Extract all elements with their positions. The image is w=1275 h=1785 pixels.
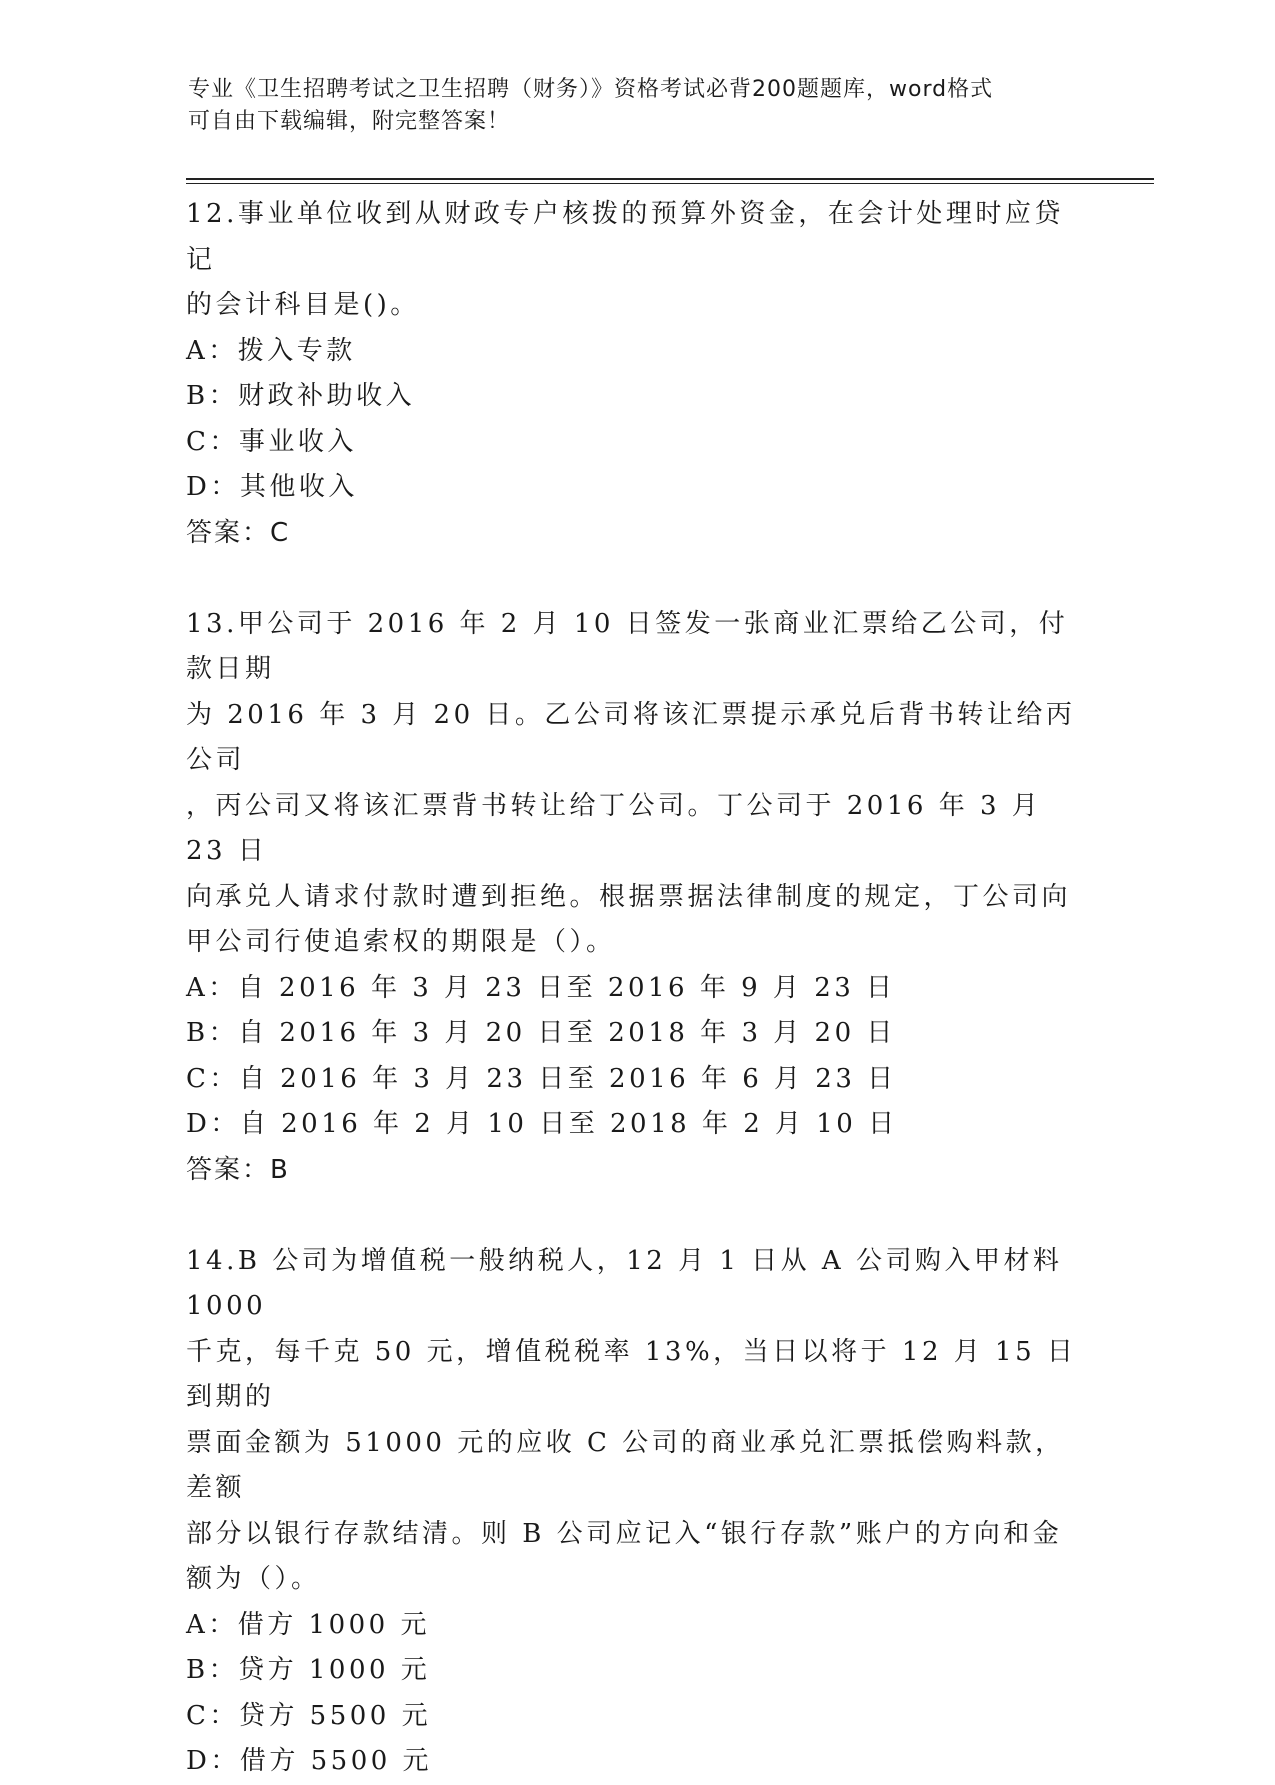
option-b: B：贷方 1000 元 (186, 1655, 431, 1685)
option-a: A：拨入专款 (186, 335, 356, 366)
answer-label: 答案：C (186, 517, 291, 548)
question-text-line: ，丙公司又将该汇票背书转让给丁公司。丁公司于 2016 年 3 月 23 日 (186, 790, 1042, 866)
question-text-line: 向承兑人请求付款时遭到拒绝。根据票据法律制度的规定，丁公司向 (186, 881, 1072, 912)
option-c: C：自 2016 年 3 月 23 日至 2016 年 6 月 23 日 (186, 1063, 897, 1094)
option-b: B：财政补助收入 (186, 381, 416, 411)
answer-label: 答案：B (186, 1154, 290, 1185)
question-text-line: 12.事业单位收到从财政专户核拨的预算外资金，在会计处理时应贷记 (186, 199, 1064, 275)
header-divider-thin (186, 183, 1154, 184)
header-divider-thick (186, 178, 1154, 180)
option-d: D：自 2016 年 2 月 10 日至 2018 年 2 月 10 日 (186, 1109, 898, 1139)
question-spacer (186, 556, 1086, 602)
question-text-line: 13.甲公司于 2016 年 2 月 10 日签发一张商业汇票给乙公司，付款日期 (186, 608, 1069, 684)
question-text-line: 票面金额为 51000 元的应收 C 公司的商业承兑汇票抵偿购料款，差额 (186, 1427, 1065, 1503)
question-text-line: 14.B 公司为增值税一般纳税人，12 月 1 日从 A 公司购入甲材料 1000 (186, 1245, 1063, 1321)
question-text-line: 千克，每千克 50 元，增值税税率 13%，当日以将于 12 月 15 日到期的 (186, 1336, 1077, 1412)
document-header (188, 74, 1068, 138)
option-a: A：自 2016 年 3 月 23 日至 2016 年 9 月 23 日 (186, 972, 896, 1003)
question-spacer (186, 1193, 1086, 1239)
option-d: D：其他收入 (186, 472, 358, 502)
question-text-line: 部分以银行存款结清。则 B 公司应记入“银行存款”账户的方向和金 (186, 1518, 1063, 1549)
header-line-1: 专业《卫生招聘考试之卫生招聘（财务）》资格考试必背200题题库，word格式 (188, 77, 994, 102)
header-line-2: 可自由下载编辑，附完整答案！ (188, 109, 511, 134)
option-c: C：贷方 5500 元 (186, 1700, 432, 1731)
question-text-line: 额为（）。 (186, 1564, 321, 1594)
option-d: D：借方 5500 元 (186, 1746, 433, 1776)
option-c: C：事业收入 (186, 426, 357, 457)
option-b: B：自 2016 年 3 月 20 日至 2018 年 3 月 20 日 (186, 1018, 896, 1048)
question-text-line: 甲公司行使追索权的期限是（）。 (186, 927, 616, 957)
question-14 (186, 1239, 1086, 1785)
option-a: A：借方 1000 元 (186, 1609, 430, 1640)
question-list (186, 192, 1086, 1785)
question-13 (186, 602, 1086, 1193)
question-text-line: 的会计科目是()。 (186, 290, 420, 320)
question-12 (186, 192, 1086, 556)
question-text-line: 为 2016 年 3 月 20 日。乙公司将该汇票提示承兑后背书转让给丙公司 (186, 699, 1076, 775)
